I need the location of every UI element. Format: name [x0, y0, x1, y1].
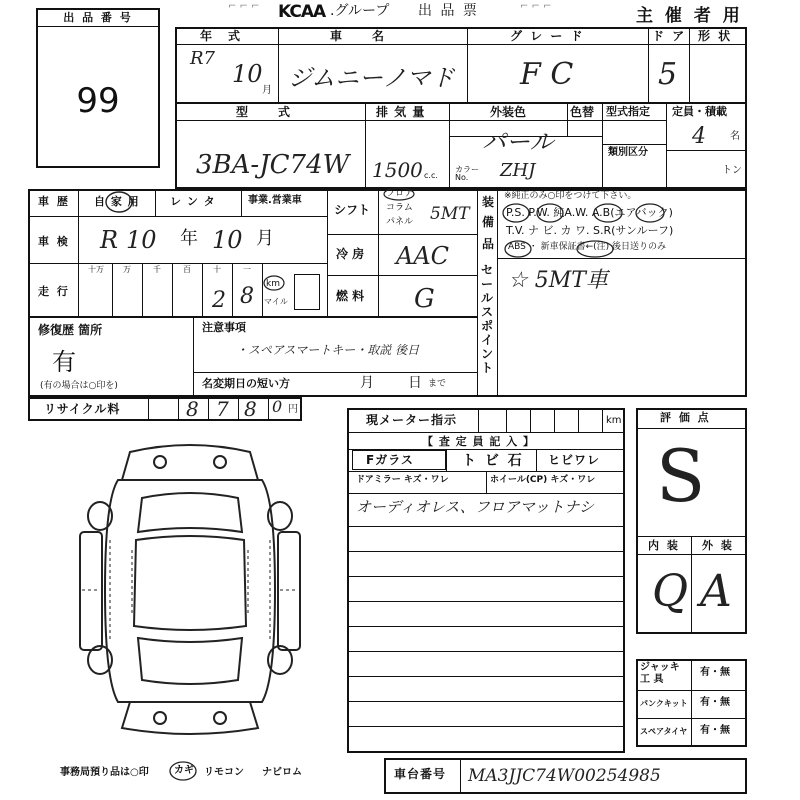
recycle-digit-4: 0 [272, 397, 283, 416]
type-designation-label: 型式指定 [606, 105, 650, 118]
tools-jack-value[interactable]: 有・無 [700, 667, 730, 678]
notes-text: ・スペアスマートキー・取説 後日 [236, 343, 420, 357]
shift-column[interactable]: コラム [386, 203, 413, 213]
organizer-label: 主 催 者 用 [636, 6, 743, 26]
shift-value: 5MT [430, 204, 470, 224]
corner-mark-right: ⌐ ⌐ ⌐ [520, 1, 552, 12]
shape-label: 形 状 [698, 29, 733, 43]
deadline-day-label: 日 [408, 375, 422, 391]
history-label: 車 歴 [38, 195, 70, 208]
navi-label[interactable]: ナビロム [262, 767, 302, 778]
mileage-unit-box [294, 274, 320, 310]
equipment-line-3: ABS ・ 新車保証書←(注) 後日送りのみ [508, 242, 667, 252]
chassis-number: MA3JJC74W00254985 [468, 766, 661, 786]
chip-label: ト ビ 石 [462, 453, 524, 469]
inspection-month: 10 [212, 226, 243, 254]
sales-point-label-1: セ [481, 263, 494, 277]
cooler-label: 冷 房 [336, 247, 365, 261]
fuel-value: G [414, 284, 435, 314]
doors-label: ド ア [652, 29, 687, 43]
history-rental[interactable]: レ ン タ [170, 195, 216, 208]
inspection-label: 車 検 [38, 235, 70, 248]
tools-puncture-label: パンクキット [640, 699, 688, 708]
repair-note: (有の場合は○印を) [40, 381, 118, 391]
equipment-line-1: P.S. P.W. 純A.W. A.B(エアバック) [506, 206, 673, 219]
shift-floor[interactable]: フロア [386, 189, 414, 199]
history-business[interactable]: 事業.営業車 [248, 195, 302, 206]
year-label: 年 式 [200, 29, 243, 43]
inspector-header: 【 査 定 員 記 入 】 [422, 435, 535, 448]
displacement-label: 排 気 量 [376, 105, 426, 119]
score-label: 評 価 点 [660, 411, 711, 424]
sales-point-label-5: ポ [481, 319, 494, 333]
color-no-label: カラー No. [455, 165, 479, 182]
lot-number-box [36, 8, 160, 168]
color-code: ZHJ [500, 160, 536, 181]
key-circle [168, 760, 198, 782]
shift-label: シフト [334, 203, 371, 217]
interior-label: 内 装 [648, 539, 680, 552]
mileage-digit-6: 8 [240, 284, 254, 309]
interior-score: Q [652, 566, 689, 617]
mileage-header-5: 十 [213, 265, 221, 274]
corner-mark-left: ⌐ ⌐ ⌐ [228, 1, 260, 12]
sales-point-text: ☆ 5MT車 [508, 268, 608, 293]
mileage-header-2: 万 [123, 265, 131, 274]
office-note: 事務局預り品は○印 [60, 767, 149, 778]
cc-unit: c.c. [424, 171, 438, 180]
model-code: 3BA-JC74W [196, 150, 350, 180]
equipment-circles [500, 198, 740, 260]
fuel-label: 燃 料 [336, 289, 365, 303]
capacity-unit: 名 [730, 131, 740, 142]
glass-label: Fガラス [366, 453, 414, 467]
overall-score: S [656, 434, 706, 518]
history-private-circle [104, 190, 134, 214]
history-private[interactable]: 自 家 用 [94, 195, 140, 208]
cooler-value: AAC [396, 242, 450, 270]
wheel-label: ホイール(CP) キズ・ワレ [490, 475, 596, 485]
mileage-header-1: 十万 [88, 265, 104, 274]
inspector-comment: オーディオレス、フロアマットナシ [356, 498, 594, 516]
meter-label: 現メーター指示 [366, 413, 458, 427]
mileage-header-3: 千 [153, 265, 161, 274]
mileage-digit-5: 2 [212, 288, 226, 313]
inspection-year-label: 年 [180, 228, 198, 249]
sales-point-label-8: ト [481, 361, 494, 375]
grade-value: F C [520, 57, 574, 92]
sales-point-label-6: イ [481, 333, 494, 347]
car-name: ジムニーノマド [288, 64, 455, 92]
category-label: 類別区分 [608, 147, 648, 158]
notes-label: 注意事項 [202, 321, 246, 334]
tools-spare-label: スペアタイヤ [640, 727, 688, 736]
recycle-digit-2: 7 [216, 397, 229, 421]
tools-jack-label: ジャッキ 工 具 [640, 662, 680, 685]
exterior-color-label: 外装色 [490, 105, 527, 119]
sales-point-label-3: ル [481, 291, 494, 305]
tools-spare-value[interactable]: 有・無 [700, 725, 730, 736]
recycle-label: リサイクル料 [44, 402, 121, 416]
sales-point-label-4: ス [481, 305, 494, 319]
equipment-label-2: 備 [482, 215, 495, 229]
brand-logo: KCAA [278, 2, 326, 22]
equipment-label-3: 品 [482, 237, 495, 251]
deadline-label: 名変期日の短い方 [202, 377, 290, 390]
equipment-note: ※純正のみ○印をつけて下さい。 [504, 191, 637, 201]
shift-panel[interactable]: パネル [386, 217, 414, 227]
equipment-label-1: 装 [482, 195, 495, 209]
displacement-value: 1500 [372, 158, 423, 182]
exterior-score: A [700, 566, 732, 617]
registration-month: 10 [232, 60, 263, 88]
mirror-label: ドアミラー キズ・ワレ [356, 475, 449, 485]
type-label: 型 式 [236, 105, 293, 119]
meter-unit: km [606, 415, 622, 426]
deadline-month-label: 月 [360, 375, 374, 391]
deadline-until-label: まで [428, 379, 447, 389]
crack-label: ヒビワレ [548, 453, 601, 467]
sales-point-label-7: ン [481, 347, 494, 361]
inspection-month-label: 月 [256, 228, 274, 249]
recycle-digit-1: 8 [186, 397, 199, 421]
capacity-value: 4 [692, 124, 706, 149]
remote-label[interactable]: リモコン [204, 767, 244, 778]
group-text: .グループ [330, 3, 390, 19]
tools-puncture-value[interactable]: 有・無 [700, 697, 730, 708]
mileage-header-6: 一 [243, 265, 251, 274]
sheet-title: 出 品 票 [418, 3, 479, 19]
capacity-label: 定員・積載 [672, 105, 727, 118]
lot-number: 99 [76, 81, 120, 121]
ton-unit: トン [722, 165, 742, 176]
mileage-unit-mile[interactable]: マイル [264, 297, 288, 306]
exterior-color: パール [482, 128, 554, 156]
color-change-label: 色替 [570, 105, 595, 119]
mileage-header-4: 百 [183, 265, 191, 274]
chassis-label: 車台番号 [394, 767, 447, 781]
shift-floor-circle [382, 186, 416, 202]
exterior-label: 外 装 [702, 539, 734, 552]
recycle-digit-3: 8 [244, 397, 257, 421]
inspection-year: 10 [126, 226, 157, 254]
sales-point-label-2: ー [481, 277, 494, 291]
key-label[interactable]: カギ [174, 765, 194, 776]
mileage-unit-km[interactable]: km [266, 279, 280, 289]
inspection-era: R [100, 226, 119, 254]
equipment-line-2: T.V. ナ ビ. カ ワ. S.R(サンルーフ) [506, 224, 674, 237]
car-damage-diagram [70, 440, 310, 740]
car-name-label: 車 名 [330, 29, 387, 43]
grade-label: グ レ ー ド [510, 29, 585, 43]
model-year: R7 [190, 48, 216, 69]
mileage-label: 走 行 [38, 285, 70, 298]
lot-number-label: 出 品 番 号 [63, 11, 133, 24]
mileage-km-circle [262, 274, 286, 292]
doors-value: 5 [658, 57, 678, 92]
recycle-unit: 円 [288, 404, 298, 415]
repair-label: 修復歴 箇所 [38, 323, 103, 337]
repair-value: 有 [52, 348, 76, 376]
month-label: 月 [262, 85, 272, 96]
